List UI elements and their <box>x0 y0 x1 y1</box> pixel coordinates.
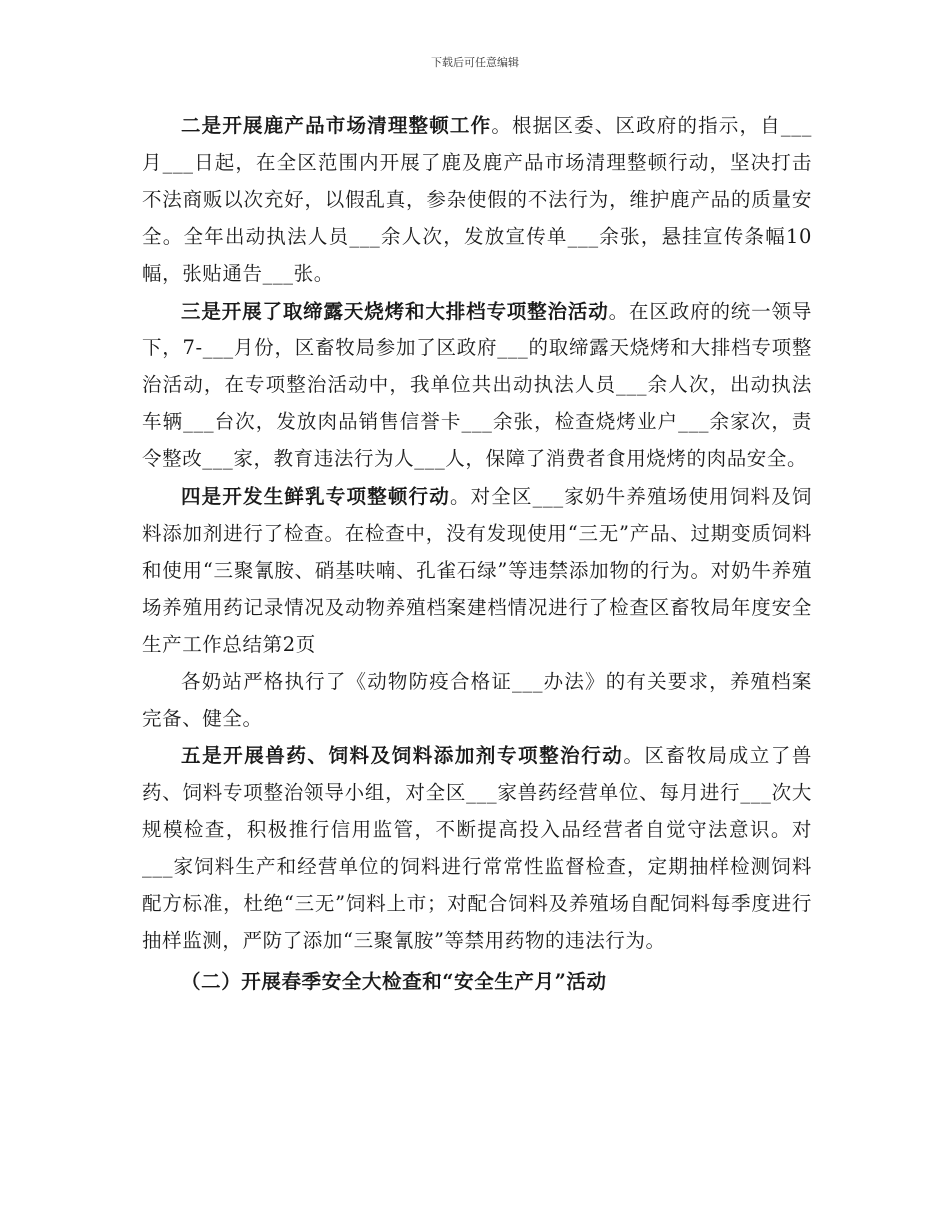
paragraph-lead: 二是开展鹿产品市场清理整顿工作 <box>181 114 492 137</box>
paragraph-raw-milk <box>142 479 812 664</box>
section-heading: （二）开展春季安全大检查和“安全生产月”活动 <box>181 969 607 993</box>
document-body <box>142 108 812 1001</box>
paragraph-lead: 五是开展兽药、饲料及饲料添加剂专项整治行动 <box>181 744 624 768</box>
paragraph-text: 。对全区___家奶牛养殖场使用饲料及饲料添加剂进行了检查。在检查中，没有发现使用“三无”产品、过期变质饲料和使用“三聚氰胺、硝基呋喃、孔雀石绿”等违禁添加物的行为。对奶牛养殖场养殖用药记录情况及动物养殖档案建档情况进行了检查区畜牧局年度安全生产工作总结第2页 <box>142 485 812 656</box>
paragraph-bbq-rectification <box>142 294 812 479</box>
paragraph-text: 。根据区委、区政府的指示，自___月___日起，在全区范围内开展了鹿及鹿产品市场清理整顿行动，坚决打击不法商贩以次充好，以假乱真，参杂使假的不法行为，维护鹿产品的质量安全。全年出动执法人员___余人次，发放宣传单___余张，悬挂宣传条幅10幅，张贴通告___张。 <box>142 114 812 285</box>
paragraph-deer-products <box>142 108 812 293</box>
paragraph-text: 各奶站严格执行了《动物防疫合格证___办法》的有关要求，养殖档案完备、健全。 <box>142 669 812 730</box>
paragraph-veterinary-feed <box>142 738 812 959</box>
paragraph-lead: 四是开发生鲜乳专项整顿行动 <box>181 485 450 509</box>
paragraph-text: 。区畜牧局成立了兽药、饲料专项整治领导小组，对全区___家兽药经营单位、每月进行___次大规模检查，积极推行信用监管，不断提高投入品经营者自觉守法意识。对___家饲料生产和经营单位的饲料进行常常性监督检查，定期抽样检测饲料配方标准，杜绝“三无”饲料上市；对配合饲料及养殖场自配饲料每季度进行抽样监测，严防了添加“三聚氰胺”等禁用药物的违法行为。 <box>142 744 812 952</box>
paragraph-lead: 三是开展了取缔露天烧烤和大排档专项整治活动 <box>181 299 609 323</box>
page-header: 下载后可任意编辑 <box>431 56 519 69</box>
paragraph-milk-stations <box>142 664 812 738</box>
paragraph-text: 。在区政府的统一领导下，7-___月份，区畜牧局参加了区政府___的取缔露天烧烤和大排档专项整治活动，在专项整治活动中，我单位共出动执法人员___余人次，出动执法车辆___台次，发放肉品销售信誉卡___余张，检查烧烤业户___余家次，责令整改___家，教育违法行为人___人，保障了消费者食用烧烤的肉品安全。 <box>142 299 812 471</box>
